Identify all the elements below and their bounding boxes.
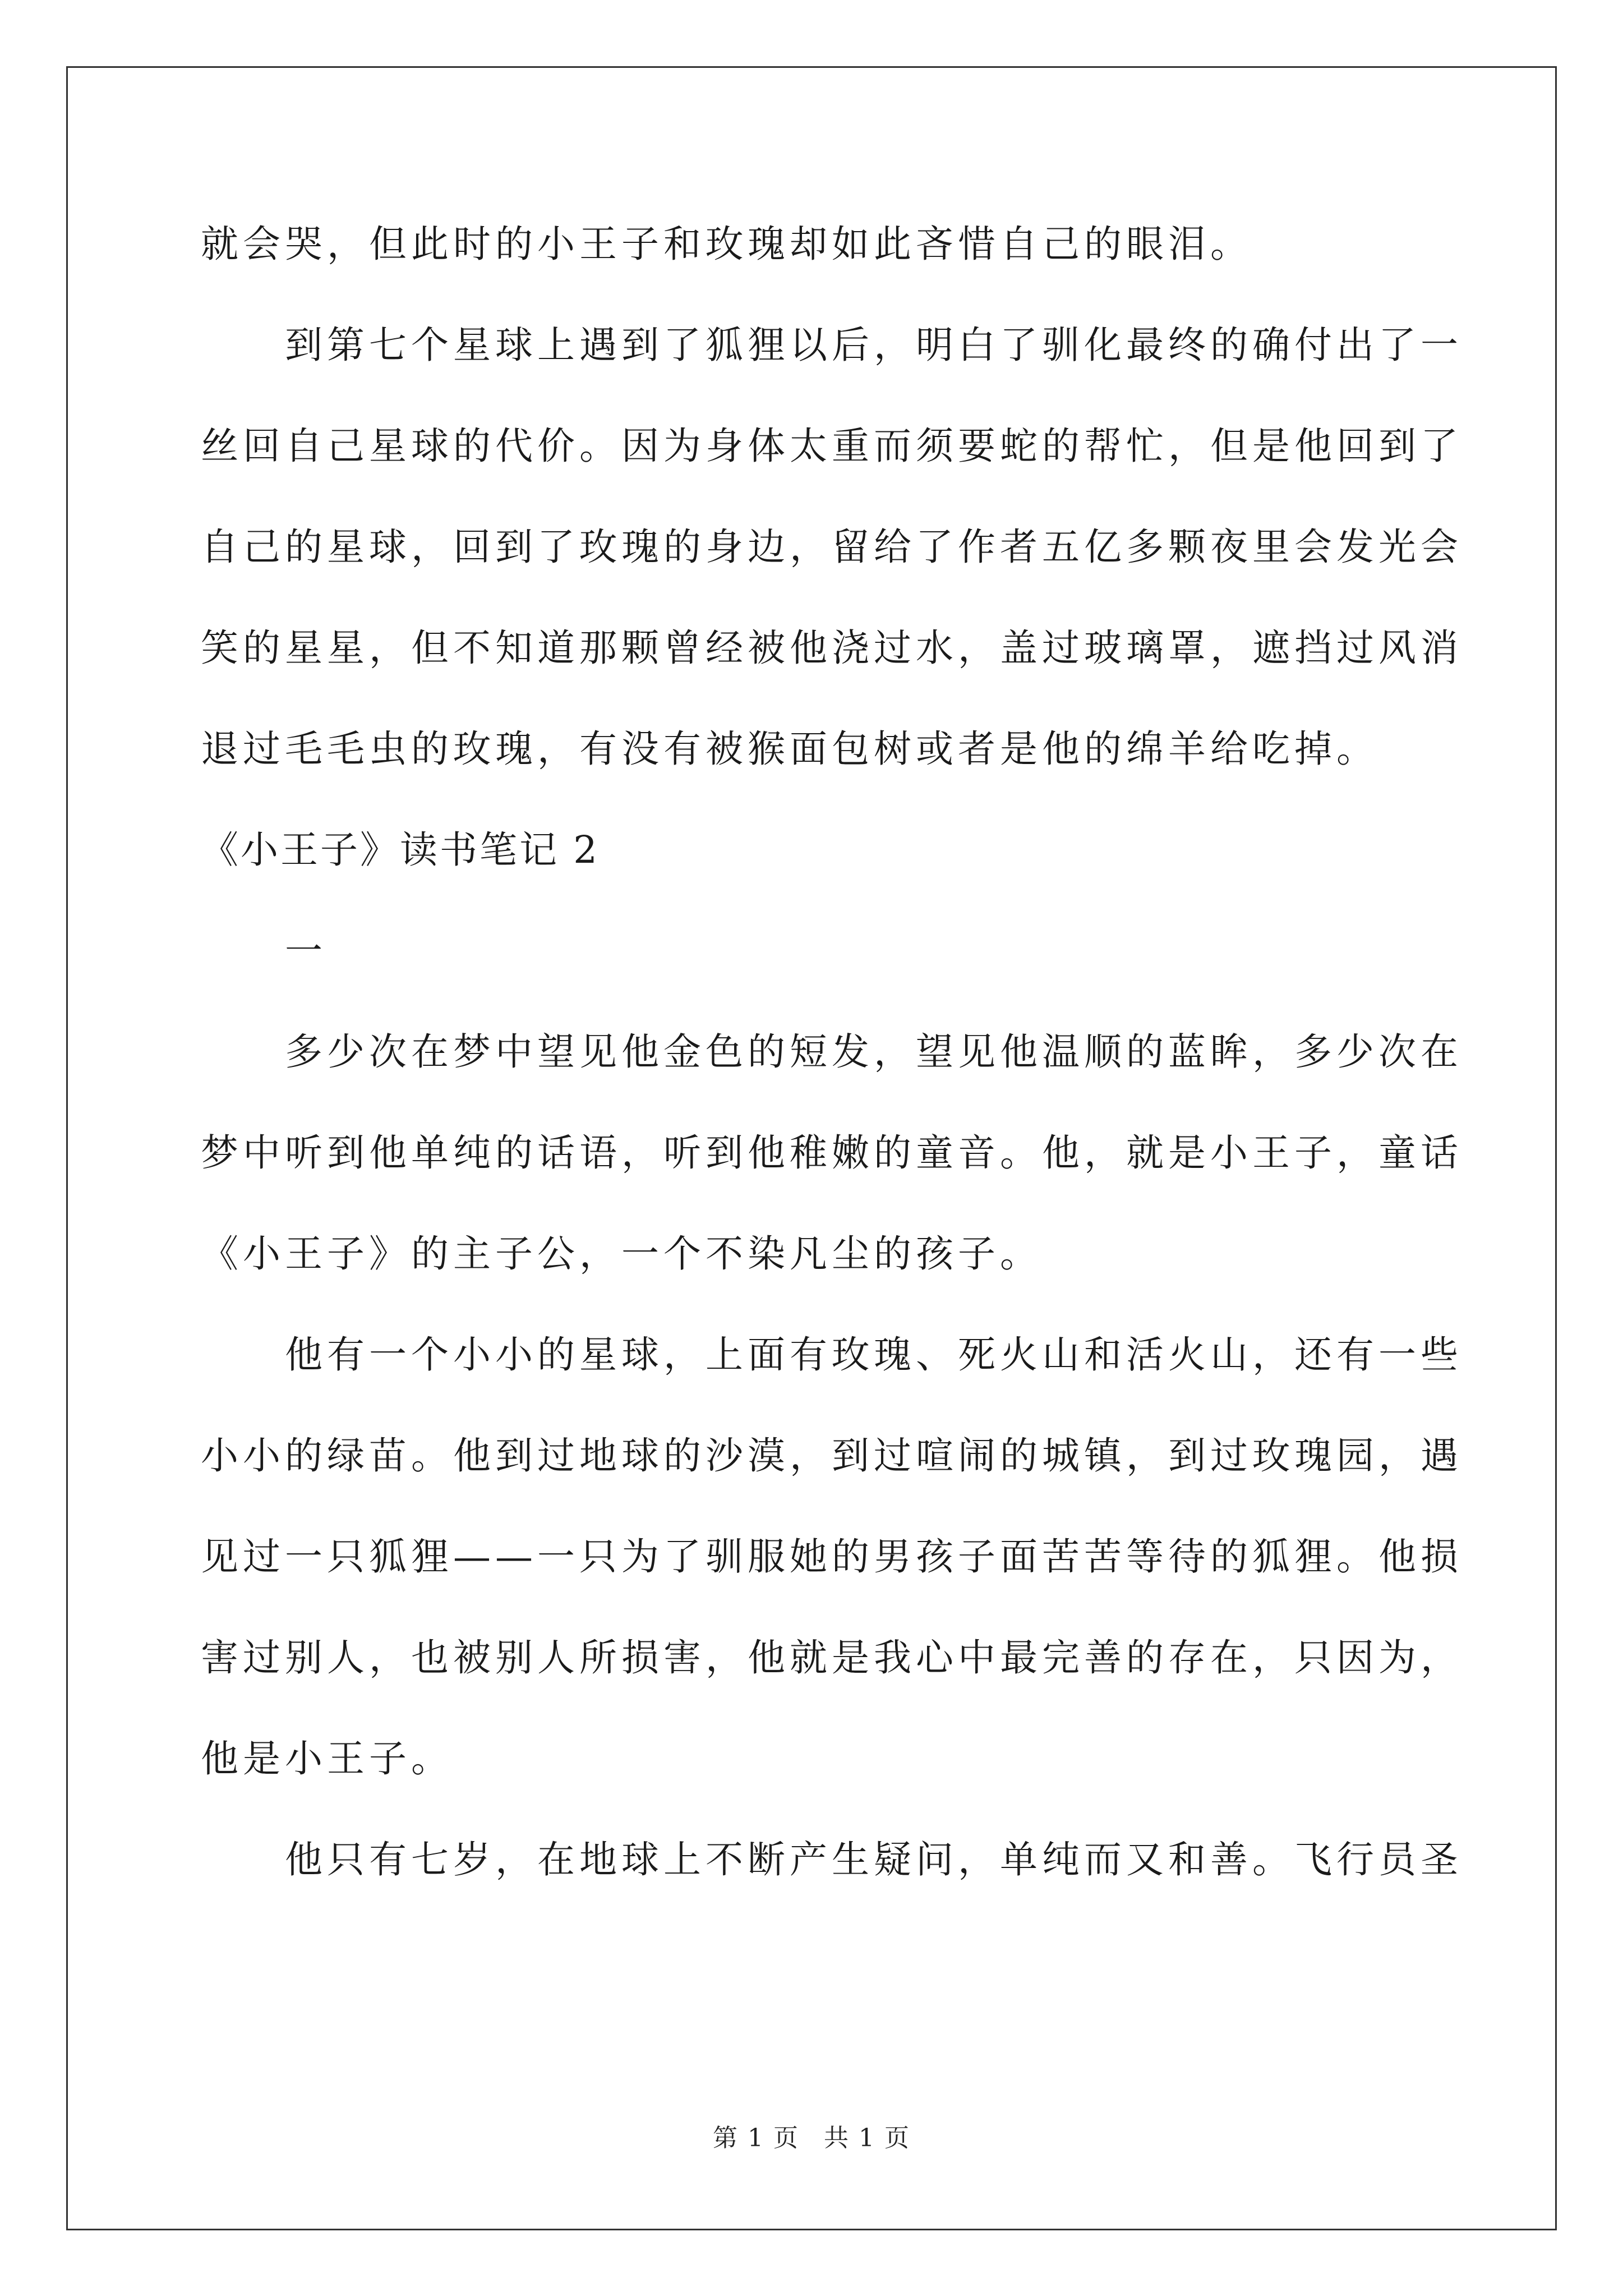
page-number: 第 1 页 — [713, 2124, 799, 2152]
text-line: 《小王子》的主子公，一个不染凡尘的孩子。 — [201, 1232, 1042, 1276]
text-line: 他有一个小小的星球，上面有玫瑰、死火山和活火山，还有一些 — [285, 1333, 1463, 1377]
text-line: 他只有七岁，在地球上不断产生疑问，单纯而又和善。飞行员圣 — [285, 1838, 1463, 1881]
section-number: 一 — [285, 929, 327, 973]
text-line: 退过毛毛虫的玫瑰，有没有被猴面包树或者是他的绵羊给吃掉。 — [201, 727, 1378, 771]
text-line: 梦中听到他单纯的话语，听到他稚嫩的童音。他，就是小王子，童话 — [201, 1131, 1463, 1175]
text-line: 笑的星星，但不知道那颗曾经被他浇过水，盖过玻璃罩，遮挡过风消 — [201, 626, 1463, 670]
text-line: 就会哭，但此时的小王子和玫瑰却如此吝惜自己的眼泪。 — [201, 222, 1252, 266]
text-line: 见过一只狐狸——一只为了驯服她的男孩子面苦苦等待的狐狸。他损 — [201, 1535, 1463, 1579]
text-line: 多少次在梦中望见他金色的短发，望见他温顺的蓝眸，多少次在 — [285, 1030, 1463, 1074]
text-line: 丝回自己星球的代价。因为身体太重而须要蛇的帮忙，但是他回到了 — [201, 424, 1463, 468]
page-total: 共 1 页 — [824, 2124, 910, 2152]
document-body — [201, 213, 1463, 1930]
section-heading: 《小王子》读书笔记 2 — [201, 828, 600, 872]
text-line: 他是小王子。 — [201, 1737, 453, 1780]
text-line: 到第七个星球上遇到了狐狸以后，明白了驯化最终的确付出了一 — [285, 323, 1463, 367]
text-line: 害过别人，也被别人所损害，他就是我心中最完善的存在，只因为， — [201, 1636, 1463, 1680]
page-footer — [0, 2118, 1623, 2154]
text-line: 小小的绿苗。他到过地球的沙漠，到过喧闹的城镇，到过玫瑰园，遇 — [201, 1434, 1463, 1478]
text-line: 自己的星球，回到了玫瑰的身边，留给了作者五亿多颗夜里会发光会 — [201, 525, 1463, 569]
